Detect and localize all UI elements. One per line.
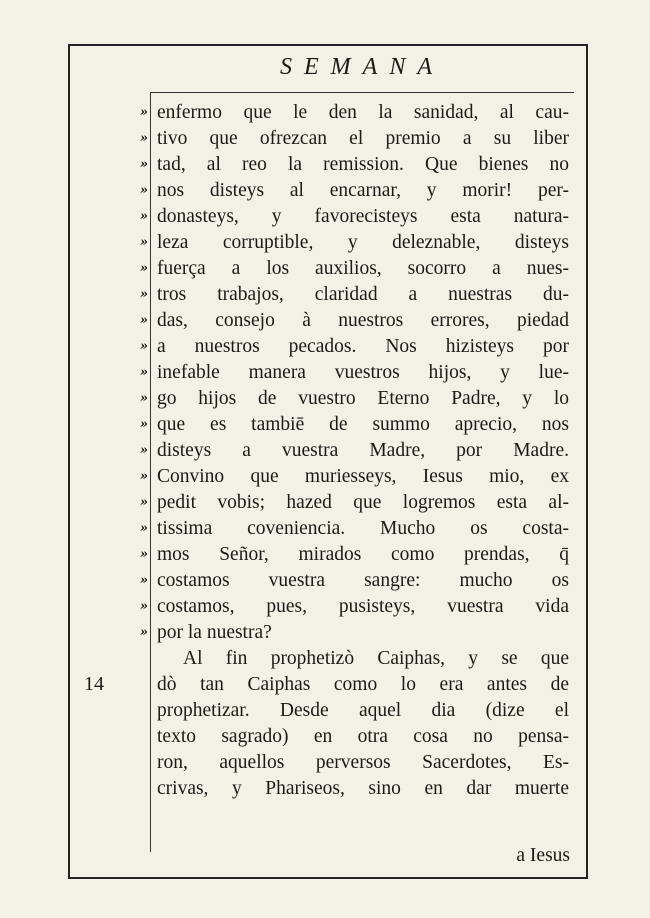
quotation-mark: » [139, 599, 148, 614]
quotation-mark: » [139, 573, 148, 588]
text-line: fuerça a los auxilios, socorro a nues- [157, 258, 569, 279]
quotation-mark: » [139, 157, 148, 172]
text-line: tros trabajos, claridad a nuestras du- [157, 284, 569, 305]
quotation-mark: » [139, 261, 148, 276]
quotation-mark: » [139, 365, 148, 380]
text-line: tad, al reo la remission. Que bienes no [157, 154, 569, 175]
text-line: crivas, y Phariseos, sino en dar muerte [157, 778, 569, 799]
text-line: ron, aquellos perversos Sacerdotes, Es- [157, 752, 569, 773]
quotation-mark: » [139, 131, 148, 146]
text-column-rule [150, 92, 151, 852]
quotation-mark: » [139, 443, 148, 458]
quotation-mark: » [139, 287, 148, 302]
quotation-mark: » [139, 183, 148, 198]
quotation-mark: » [139, 417, 148, 432]
quotation-mark: » [139, 105, 148, 120]
quotation-mark: » [139, 313, 148, 328]
text-line: Convino que muriesseys, Iesus mio, ex [157, 466, 569, 487]
text-line: tissima coveniencia. Mucho os costa- [157, 518, 569, 539]
text-line: a nuestros pecados. Nos hizisteys por [157, 336, 569, 357]
running-head: SEMANA [280, 54, 444, 80]
text-line: pedit vobis; hazed que logremos esta al- [157, 492, 569, 513]
text-line: mos Señor, mirados como prendas, q̄ [157, 544, 569, 565]
page-border-bottom [68, 877, 588, 879]
text-line: dò tan Caiphas como lo era antes de [157, 674, 569, 695]
quotation-mark: » [139, 209, 148, 224]
text-body [157, 100, 569, 802]
quotation-mark: » [139, 495, 148, 510]
text-line: enfermo que le den la sanidad, al cau- [157, 102, 569, 123]
quotation-mark: » [139, 521, 148, 536]
quotation-mark: » [139, 469, 148, 484]
page-border-left [68, 44, 70, 879]
quotation-mark: » [139, 235, 148, 250]
quotation-mark: » [139, 547, 148, 562]
quotation-mark: » [139, 391, 148, 406]
text-line: das, consejo à nuestros errores, piedad [157, 310, 569, 331]
text-line: costamos vuestra sangre: mucho os [157, 570, 569, 591]
text-line: inefable manera vuestros hijos, y lue- [157, 362, 569, 383]
text-line: prophetizar. Desde aquel dia (dize el [157, 700, 569, 721]
text-line: go hijos de vuestro Eterno Padre, y lo [157, 388, 569, 409]
quotation-mark: » [139, 625, 148, 640]
text-line: tivo que ofrezcan el premio a su liber [157, 128, 569, 149]
text-line: Al fin prophetizò Caiphas, y se que [183, 648, 569, 669]
text-line: leza corruptible, y deleznable, disteys [157, 232, 569, 253]
text-line: donasteys, y favorecisteys esta natura- [157, 206, 569, 227]
text-line: texto sagrado) en otra cosa no pensa- [157, 726, 569, 747]
page-border-top [68, 44, 588, 46]
text-line: disteys a vuestra Madre, por Madre. [157, 440, 569, 461]
text-line: por la nuestra? [157, 622, 272, 643]
text-line: que es tambiē de summo aprecio, nos [157, 414, 569, 435]
text-line: nos disteys al encarnar, y morir! per- [157, 180, 569, 201]
text-line: costamos, pues, pusisteys, vuestra vida [157, 596, 569, 617]
page-border-right [586, 44, 588, 879]
header-rule [150, 92, 574, 93]
folio-number: 14 [84, 673, 104, 695]
quotation-marks-gutter [112, 100, 148, 646]
catchword: a Iesus [516, 845, 570, 866]
quotation-mark: » [139, 339, 148, 354]
